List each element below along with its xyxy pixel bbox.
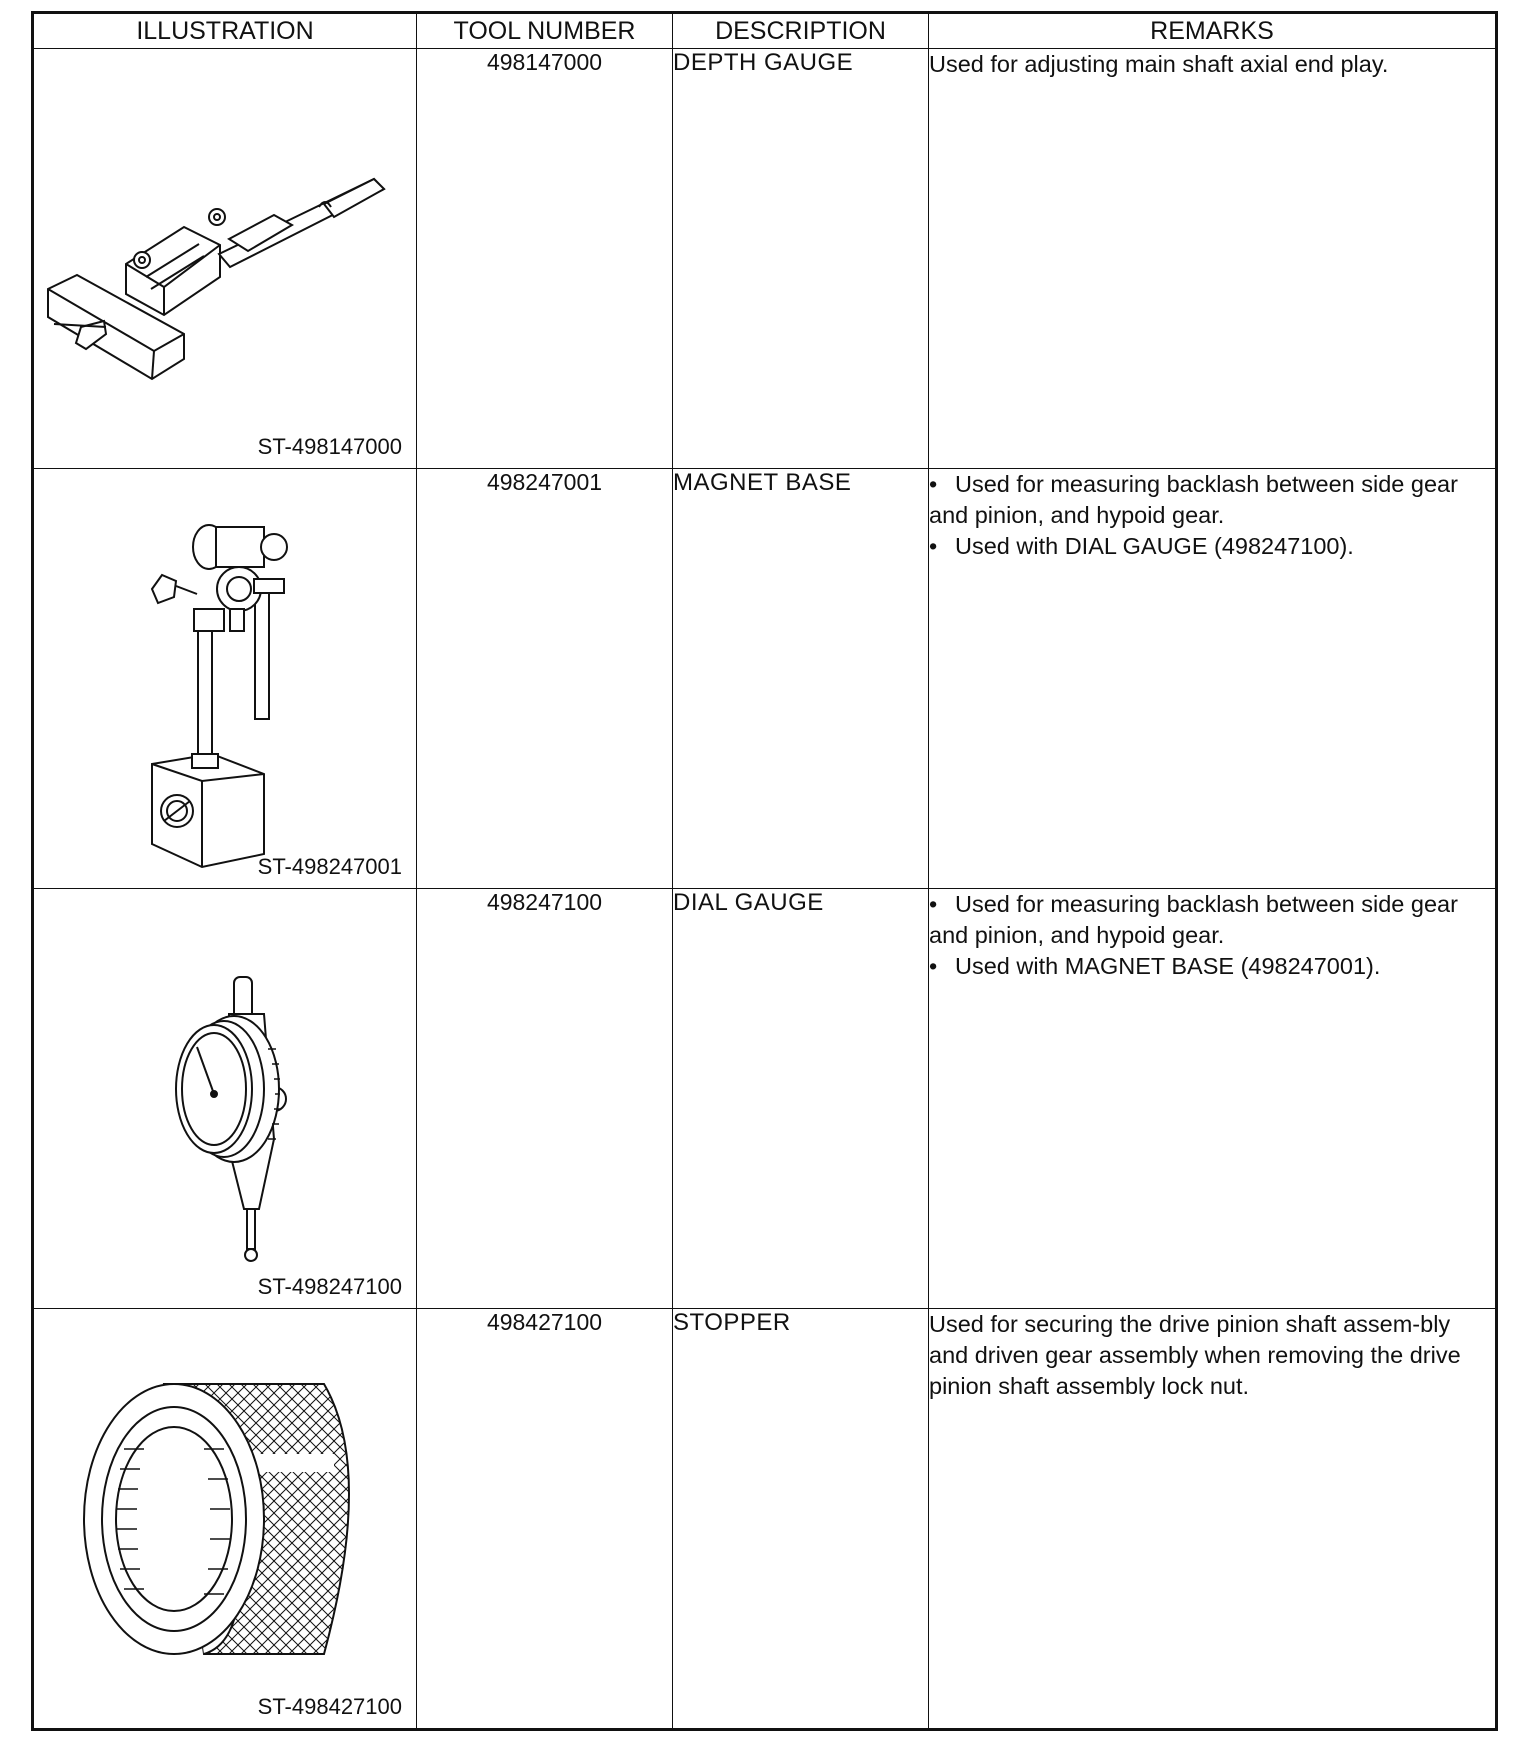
table-row	[33, 1309, 1497, 1730]
remark-bullet	[929, 951, 1495, 982]
illustration-cell	[33, 1309, 417, 1730]
remarks-cell	[929, 469, 1497, 889]
depth-gauge-illustration	[34, 49, 418, 468]
table-row	[33, 49, 1497, 469]
remark-text: Used with DIAL GAUGE (498247100).	[955, 533, 1354, 559]
dial-gauge-illustration	[34, 889, 418, 1308]
tool-number-cell: 498247001	[417, 469, 673, 889]
illustration-label: ST-498247100	[257, 1274, 402, 1299]
illustration-label: ST-498427100	[257, 1694, 402, 1719]
illustration-label: ST-498147000	[257, 434, 402, 459]
description-cell: DIAL GAUGE	[673, 889, 929, 1309]
header-tool-number: TOOL NUMBER	[417, 13, 673, 49]
illustration-label: ST-498247001	[257, 854, 402, 879]
bullet-icon: •	[929, 953, 938, 979]
table-row	[33, 889, 1497, 1309]
tool-number-cell: 498247100	[417, 889, 673, 1309]
bullet-icon: •	[929, 533, 938, 559]
bullet-icon: •	[929, 471, 938, 497]
special-tools-table	[31, 11, 1498, 1731]
remarks-cell	[929, 1309, 1497, 1730]
tool-number-cell: 498427100	[417, 1309, 673, 1730]
bullet-icon: •	[929, 891, 938, 917]
header-remarks: REMARKS	[929, 13, 1497, 49]
remarks-cell	[929, 49, 1497, 469]
remark-text: Used for measuring backlash between side gear and pinion, and hypoid gear.	[929, 471, 1458, 528]
table-header-row	[33, 13, 1497, 49]
remark-text: Used for securing the drive pinion shaft assem-bly and driven gear assembly when removing the drive pinion shaft assembly lock nut.	[929, 1311, 1461, 1399]
table-row	[33, 469, 1497, 889]
magnet-base-illustration	[34, 469, 418, 888]
description-cell: MAGNET BASE	[673, 469, 929, 889]
stopper-illustration	[34, 1309, 418, 1728]
header-illustration: ILLUSTRATION	[33, 13, 417, 49]
remark-bullet	[929, 889, 1495, 951]
header-description: DESCRIPTION	[673, 13, 929, 49]
remark-text: Used for adjusting main shaft axial end play.	[929, 51, 1389, 77]
remark-bullet	[929, 469, 1495, 531]
description-cell: DEPTH GAUGE	[673, 49, 929, 469]
remarks-cell	[929, 889, 1497, 1309]
tool-number-cell: 498147000	[417, 49, 673, 469]
remark-text: Used for measuring backlash between side gear and pinion, and hypoid gear.	[929, 891, 1458, 948]
remark-text: Used with MAGNET BASE (498247001).	[955, 953, 1381, 979]
illustration-cell	[33, 469, 417, 889]
description-cell: STOPPER	[673, 1309, 929, 1730]
illustration-cell	[33, 49, 417, 469]
illustration-cell	[33, 889, 417, 1309]
remark-bullet	[929, 531, 1495, 562]
